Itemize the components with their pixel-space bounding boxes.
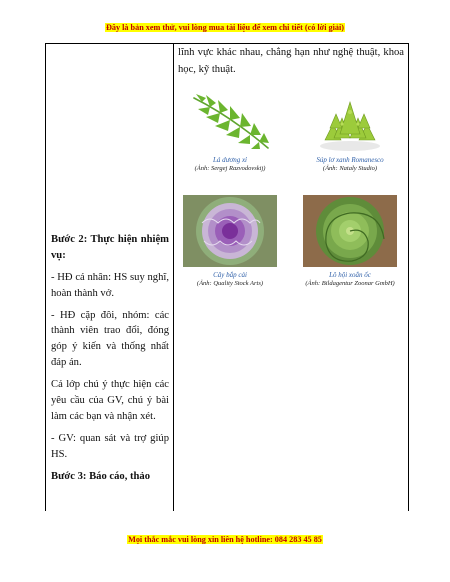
romanesco-image	[300, 90, 400, 152]
step3-title: Bước 3: Báo cáo, thảo	[51, 470, 151, 482]
figure-caption: Cây bắp cải	[213, 271, 247, 279]
figure-romanesco	[300, 90, 400, 172]
step2-teacher: - GV: quan sát và trợ giúp HS.	[51, 432, 169, 460]
figure-caption: Lá dương xỉ	[213, 156, 247, 164]
figure-cabbage	[180, 195, 280, 287]
contact-footer-text: Mọi thắc mắc vui lòng xin liên hệ hotline: 084 283 45 85	[128, 535, 322, 544]
ornamental-cabbage-image	[180, 195, 280, 267]
figure-fern	[180, 90, 280, 172]
fern-leaf-image	[180, 90, 280, 152]
figure-credit: (Ảnh: Quality Stock Arts)	[196, 279, 264, 287]
teaching-steps	[51, 232, 169, 484]
figure-credit: (Ảnh: Nataly Studio)	[322, 164, 378, 172]
table-column-divider	[173, 43, 174, 511]
figure-caption: Súp lơ xanh Romanesco	[316, 156, 384, 164]
step2-title: Bước 2: Thực hiện nhiệm vụ:	[51, 234, 169, 261]
step2-class: Cả lớp chú ý thực hiện các yêu cầu của GV, chú ý bài làm các bạn và nhận xét.	[51, 379, 169, 422]
step2-individual: - HĐ cá nhân: HS suy nghĩ, hoàn thành vở.	[51, 271, 169, 299]
spiral-aloe-image	[300, 195, 400, 267]
preview-banner	[0, 23, 450, 32]
contact-footer	[0, 535, 450, 544]
figure-credit: (Ảnh: Sergej Razvodovskij)	[194, 164, 266, 172]
preview-banner-text: Đây là bản xem thử, vui lòng mua tài liệu để xem chi tiết (có lời giải)	[105, 23, 344, 32]
intro-text: lĩnh vực khác nhau, chẳng hạn như nghệ thuật, khoa học, kỹ thuật.	[178, 47, 404, 75]
figure-credit: (Ảnh: Bildagentur Zoonar GmbH)	[305, 279, 395, 287]
figure-caption: Lô hội xoắn ốc	[329, 271, 371, 279]
step2-pair-group: - HĐ cặp đôi, nhóm: các thành viên trao đổi, đóng góp ý kiến và thống nhất đáp án.	[51, 309, 169, 369]
figure-spiral-aloe	[296, 195, 404, 287]
